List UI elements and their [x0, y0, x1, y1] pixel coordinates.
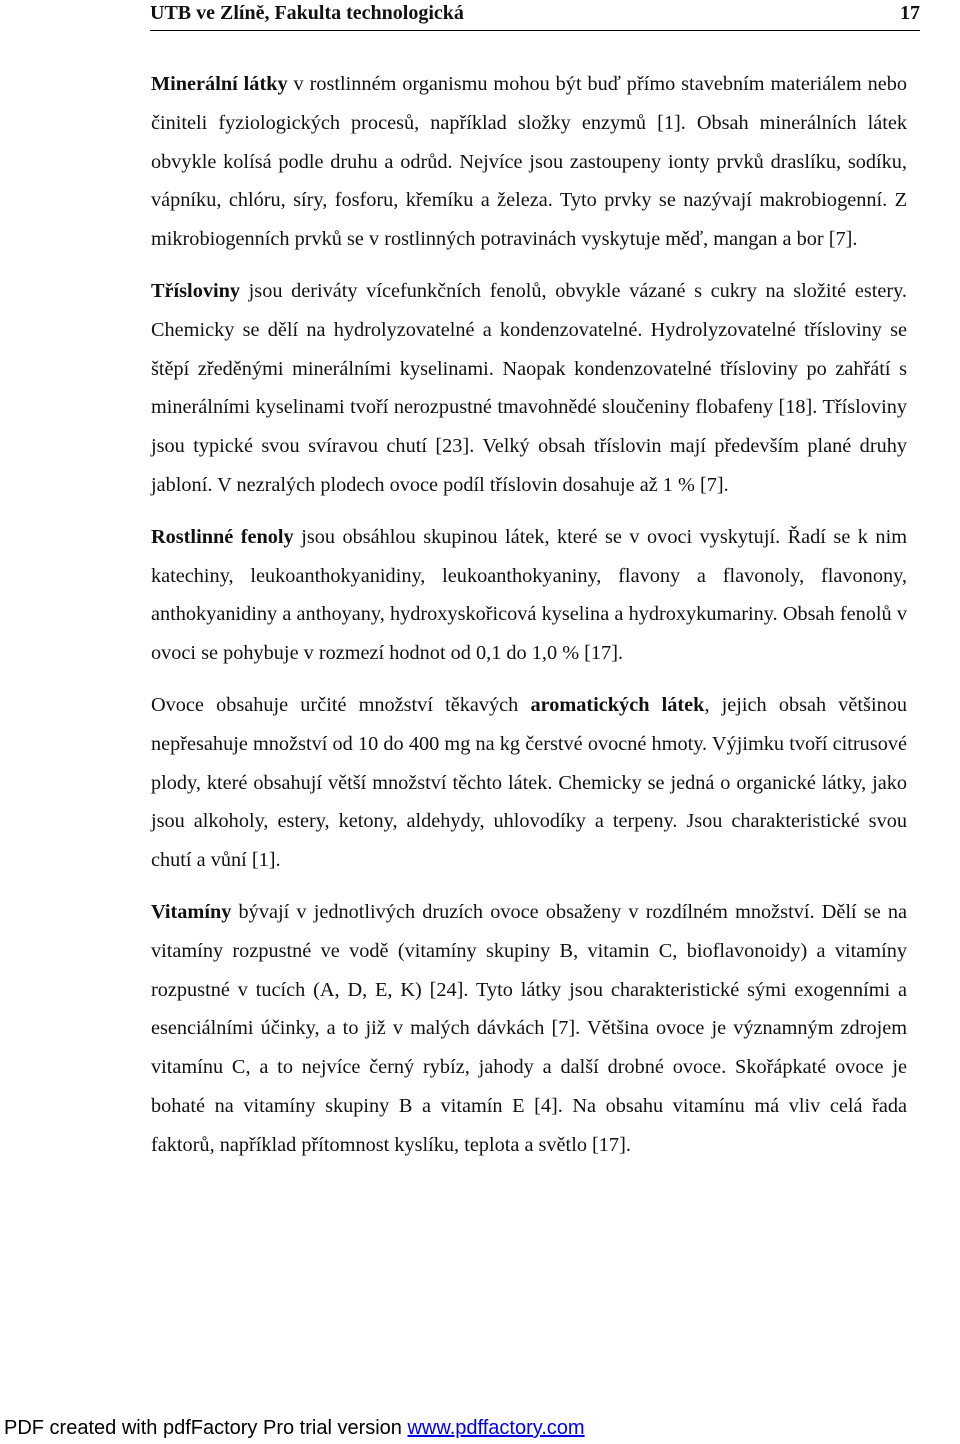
paragraph-mineral-substances: [151, 65, 907, 259]
paragraph-text: v rostlinném organismu mohou být buď přímo stavebním materiálem nebo činiteli fyziologických procesů, například složky enzymů [1]. Obsah minerálních látek obvykle kolísá podle druhu a odrůd. Nejvíce jsou zastoupeny ionty prvků draslíku, sodíku, vápníku, chlóru, síry, fosforu, křemíku a železa. Tyto prvky se nazývají makrobiogenní. Z mikrobiogenních prvků se v rostlinných potravinách vyskytuje měď, mangan a bor [7].: [151, 73, 907, 251]
paragraph-text: , jejich obsah většinou nepřesahuje množství od 10 do 400 mg na kg čerstvé ovocné hmoty. Výjimku tvoří citrusové plody, které obsahují větší množství těchto látek. Chemicky se jedná o organické látky, jako jsou alkoholy, estery, ketony, aldehydy, uhlovodíky a terpeny. Jsou charakteristické svou chutí a vůní [1].: [151, 693, 908, 872]
paragraph-aromatic-substances: [151, 686, 907, 880]
term-mineral-substances: Minerální látky: [151, 73, 288, 95]
paragraph-text: jsou deriváty vícefunkčních fenolů, obvykle vázané s cukry na složité estery. Chemicky se dělí na hydrolyzovatelné a kondenzovatelné. Hydrolyzovatelné třísloviny se štěpí zředěnými minerálními kyselinami. Naopak kondenzovatelné třísloviny po zahřátí s minerálními kyselinami tvoří nerozpustné tmavohnědé sloučeniny flobafeny [18]. Třísloviny jsou typické svou svíravou chutí [23]. Velký obsah tříslovin mají především plané druhy jabloní. V nezralých plodech ovoce podíl tříslovin dosahuje až 1 % [7].: [151, 279, 907, 496]
paragraph-text: Ovoce obsahuje určité množství těkavých: [151, 693, 531, 716]
document-body: [151, 65, 907, 1178]
paragraph-tannins: [151, 272, 907, 505]
paragraph-text: jsou obsáhlou skupinou látek, které se v ovoci vyskytují. Řadí se k nim katechiny, leukoanthokyanidiny, leukoanthokyaniny, flavony a flavonoly, flavonony, anthokyanidiny a anthoyany, hydroxyskořicová kyselina a hydroxykumariny. Obsah fenolů v ovoci se pohybuje v rozmezí hodnot od 0,1 do 1,0 % [17].: [151, 525, 907, 665]
term-tannins: Třísloviny: [151, 279, 241, 302]
footer-link[interactable]: www.pdffactory.com: [407, 1417, 585, 1439]
pdf-footer: [4, 1416, 585, 1440]
paragraph-plant-phenols: [151, 518, 907, 673]
page-header: [150, 0, 920, 31]
paragraph-vitamins: [151, 893, 907, 1165]
term-plant-phenols: Rostlinné fenoly: [151, 525, 294, 548]
term-vitamins: Vitamíny: [151, 900, 232, 923]
term-aromatic-substances: aromatických látek: [530, 693, 705, 716]
header-title: UTB ve Zlíně, Fakulta technologická: [150, 2, 464, 24]
footer-text: PDF created with pdfFactory Pro trial version: [4, 1417, 408, 1439]
paragraph-text: bývají v jednotlivých druzích ovoce obsaženy v rozdílném množství. Dělí se na vitamíny rozpustné ve vodě (vitamíny skupiny B, vitamin C, bioflavonoidy) a vitamíny rozpustné v tucích (A, D, E, K) [24]. Tyto látky jsou charakteristické sými exogenními a esenciálními účinky, a to již v malých dávkách [7]. Většina ovoce je významným zdrojem vitamínu C, a to nejvíce černý rybíz, jahody a další drobné ovoce. Skořápkaté ovoce je bohaté na vitamíny skupiny B a vitamín E [4]. Na obsahu vitamínu má vliv celá řada faktorů, například přítomnost kyslíku, teplota a světlo [17].: [151, 900, 907, 1156]
page-number: 17: [900, 2, 920, 24]
